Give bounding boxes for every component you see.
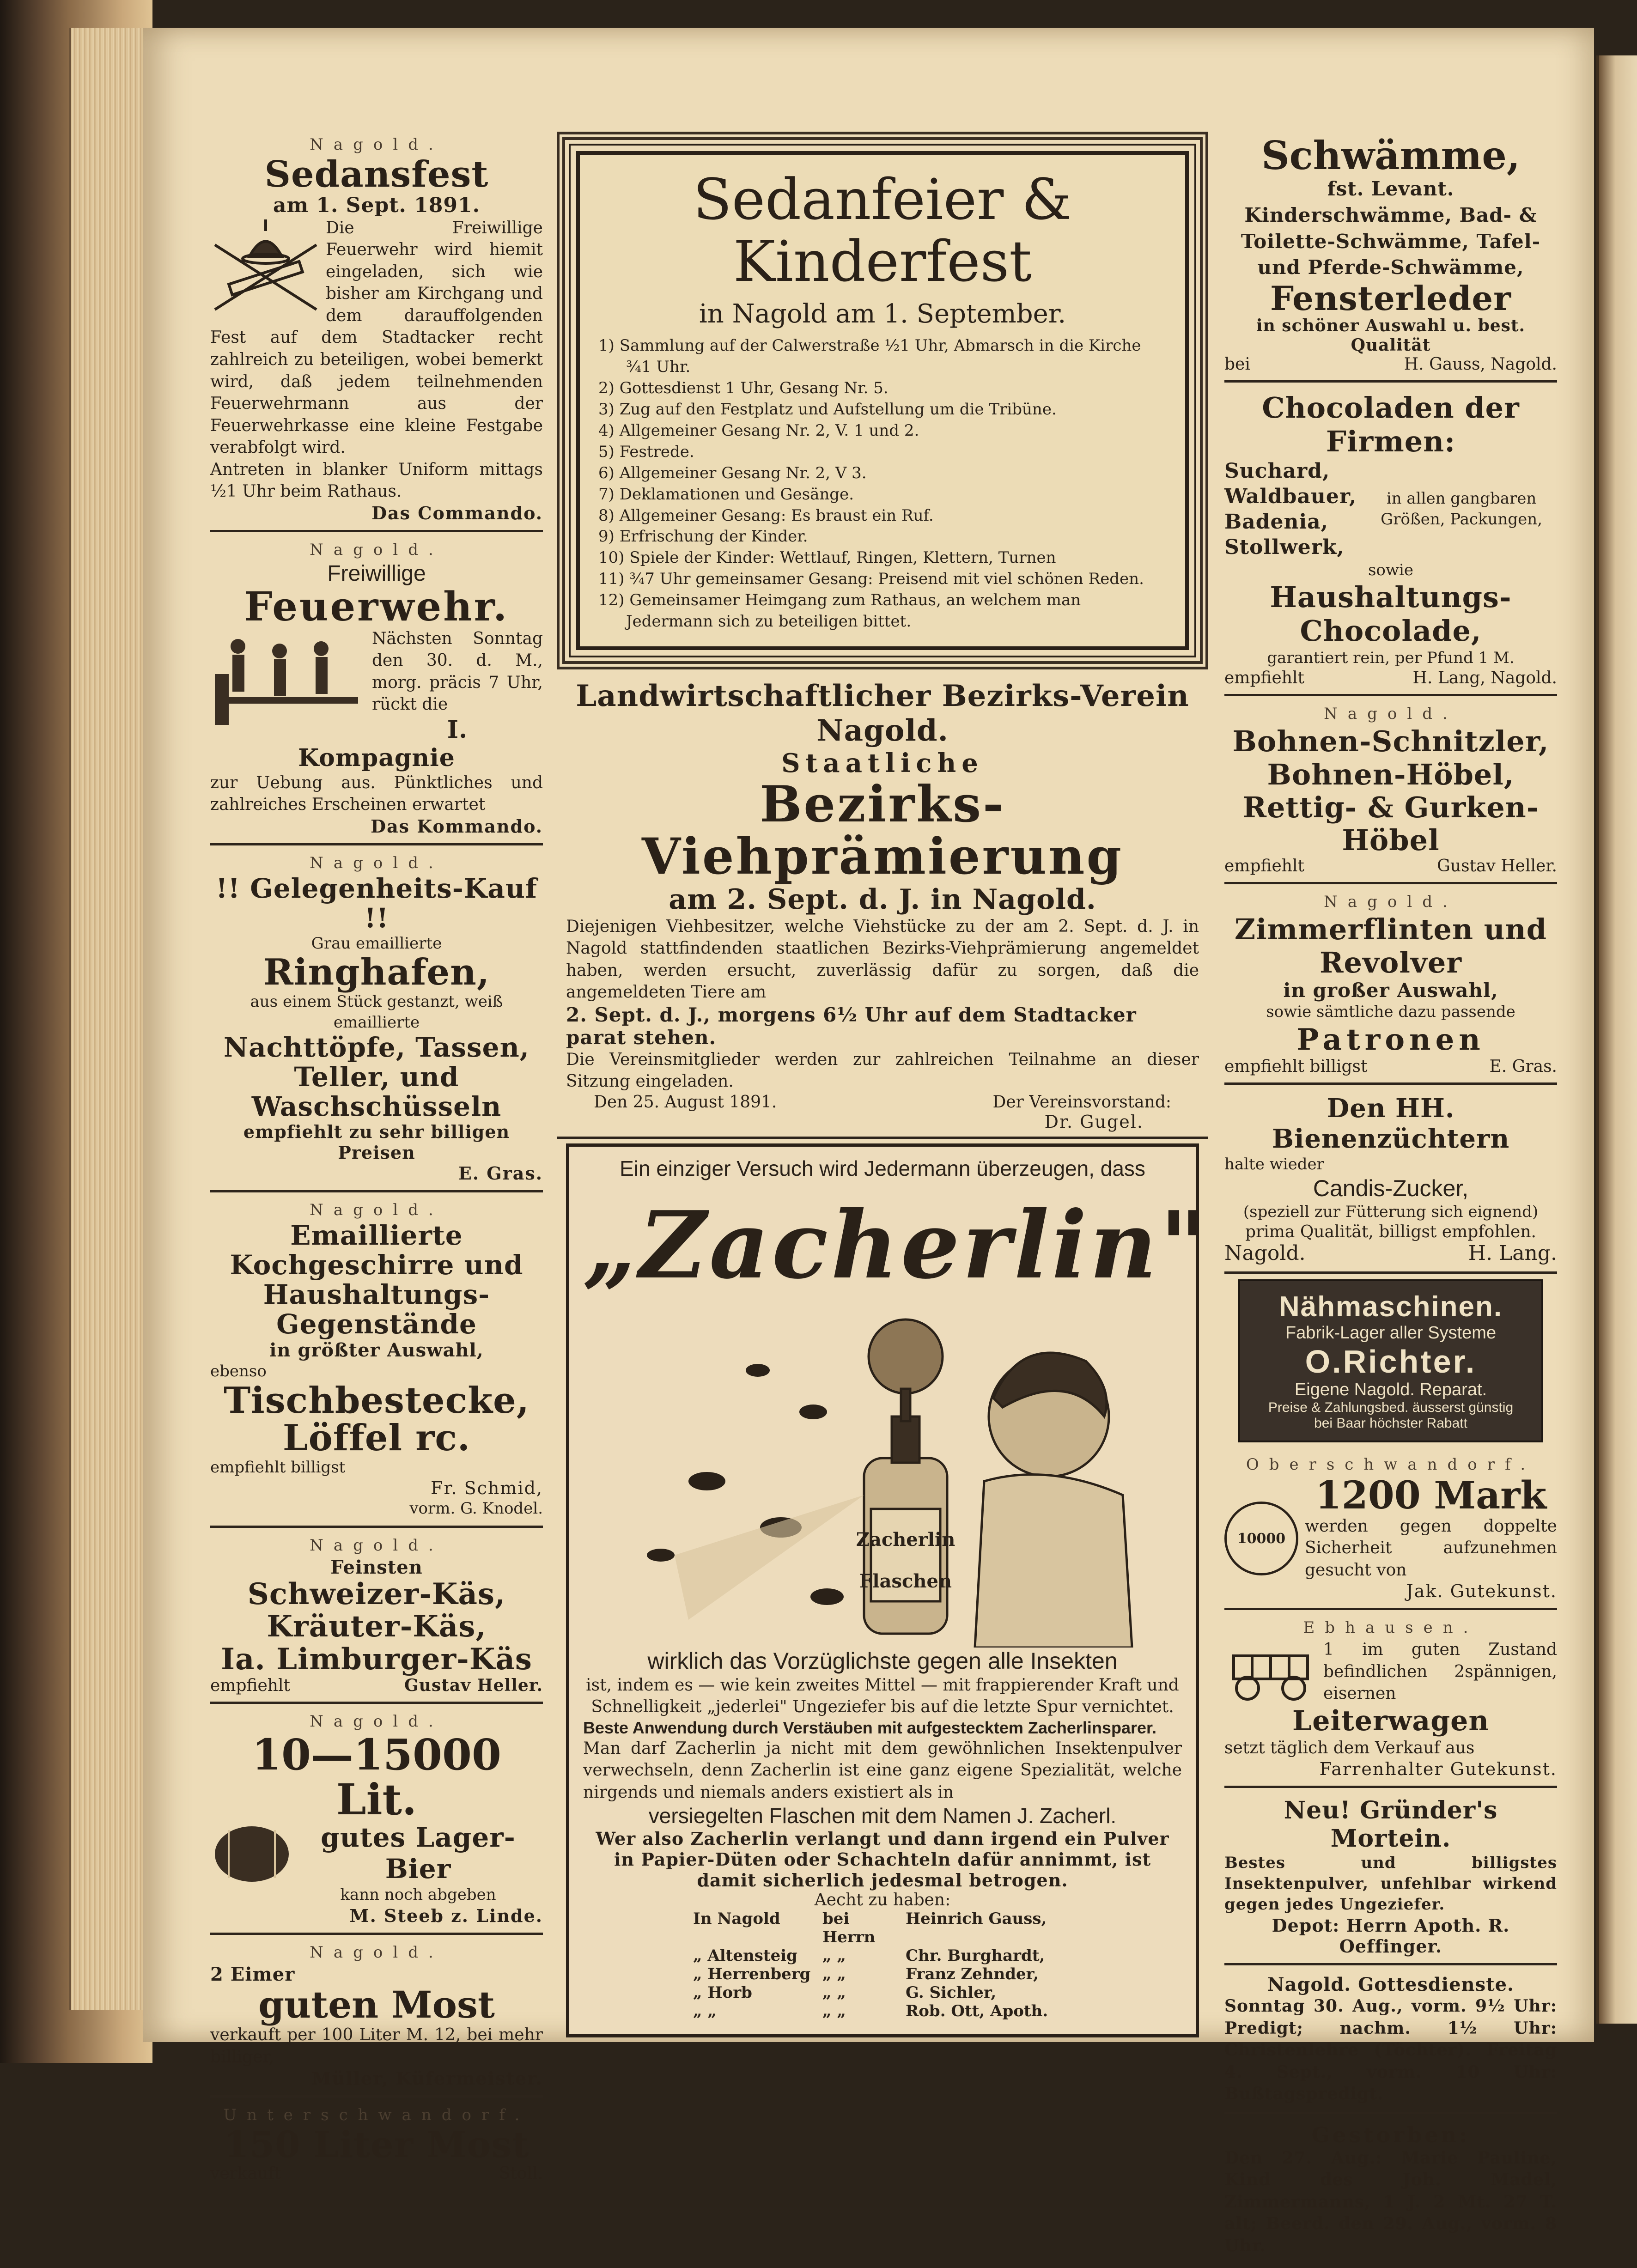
program-item: 5) Festrede. [598,442,694,461]
program-item: 6) Allgemeiner Gesang Nr. 2, V 3. [598,463,867,482]
ad-item: Ia. Limburger-Käs [221,1642,532,1677]
ad-signature: H. Lang, Nagold. [1412,669,1557,688]
dealer-town: In Nagold [693,1909,780,1928]
ad-mortein [1224,1793,1557,1965]
ad-line: in großer Auswahl, [1283,979,1498,1002]
ad-signature-2: vorm. G. Knodel. [409,1499,543,1518]
ad-emaillierte [210,1197,543,1528]
ad-place: Ebhausen. [1303,1618,1479,1637]
ad-line: Aecht zu haben: [814,1891,951,1910]
ad-title: Nähmaschinen. [1278,1290,1503,1323]
coin-icon: 10000 [1224,1502,1298,1575]
ad-line: Feinsten [330,1557,423,1579]
ad-title: Sedanfeier & Kinderfest [693,167,1072,295]
ad-title: Neu! Gründer's Mortein. [1284,1796,1498,1853]
dealer-town: „ Horb [693,1983,752,2002]
ad-signature-prefix: bei [1224,354,1250,374]
ad-subtitle: in Nagold am 1. September. [699,299,1066,329]
facing-page-edge [1596,55,1637,2024]
ad-naehmaschinen [1238,1279,1543,1442]
ad-title: 1200 Mark [1315,1473,1547,1518]
ad-signature-label: Der Vereinsvorstand: [992,1092,1171,1112]
ad-item: Schweizer-Käs, [247,1577,506,1612]
firm-name: Stollwerk, [1224,535,1345,559]
ad-body: 1 im guten Zustand befindlichen 2spännigen, eisernen [1323,1640,1557,1703]
ad-title: Schwämme, [1261,133,1521,178]
ad-title: Landwirtschaftlicher Bezirks-Verein Nagold. [576,678,1189,748]
ad-line: Staatliche [781,748,984,778]
ad-date: Den 25. August 1891. [594,1092,777,1112]
ad-line: Freiwillige [327,561,426,586]
ad-title: 10—15000 Lit. [251,1730,502,1824]
ad-place: Nagold. [310,1943,444,1962]
ad-schwaemme [1224,132,1557,383]
firms-note: in allen gangbaren Größen, Packungen, [1381,489,1543,529]
ad-title: Zimmerflinten und Revolver [1234,912,1547,979]
ad-line: halte wieder [1224,1155,1324,1174]
dealer-name: Rob. Ott, Apoth. [906,2002,1048,2021]
ad-name: O.Richter. [1305,1343,1477,1380]
ad-sedanfeier [557,132,1208,669]
ad-body: Nächsten Sonntag den 30. d. M., morg. präcis 7 Uhr, rückt die [372,629,543,714]
ad-headline: Bezirks-Viehprämierung [641,775,1124,886]
ad-bienen [1224,1089,1557,1274]
ad-line: (speziell zur Fütterung sich eignend) [1243,1202,1539,1221]
dealer-name: Franz Zehnder, [906,1965,1039,1984]
firemen-illustration-icon [210,628,367,730]
ad-body-2: setzt täglich dem Verkauf aus [1224,1738,1475,1757]
ad-line: am 2. Sept. d. J. in Nagold. [669,883,1096,916]
program-item: 4) Allgemeiner Gesang Nr. 2, V. 1 und 2. [598,421,919,440]
ad-bohnen [1224,701,1557,884]
ad-signature: Müller, Küfermeister. [311,2068,543,2089]
ad-place: Nagold. [1324,893,1458,912]
dealer-row [583,2002,1182,2020]
dealer-row [583,1965,1182,1983]
barrel-icon [210,1822,293,1886]
dealer-title: „ „ [822,1946,846,1965]
ad-line: kann noch abgeben [340,1885,496,1904]
right-column [1224,132,1557,2268]
ad-most [210,1940,543,2098]
ad-item: Candis-Zucker, [1313,1175,1469,1201]
ad-title: !! Gelegenheits-Kauf !! [216,872,537,934]
ad-item: Bohnen-Höbel, [1267,757,1515,791]
ad-signature: H. Gauss, Nagold. [1404,354,1557,374]
fire-brigade-emblem-icon [210,217,321,323]
ad-item: Leiterwagen [1292,1704,1489,1737]
ad-gottesdienste [1224,1970,1557,2114]
ad-line: Eigene Nagold. Reparat. [1294,1380,1487,1399]
ad-item: Rettig- & Gurken-Höbel [1242,790,1539,857]
ad-signature: Fr. Schmid, [431,1478,543,1499]
ad-title: Chocoladen der Firmen: [1262,390,1520,458]
ad-items: Nachttöpfe, Tassen, Teller, und Waschschüsseln [224,1032,529,1122]
ad-signature: Stoll. [499,2164,543,2183]
ad-item: Fensterleder [1270,278,1512,318]
ad-gestorben [1224,2119,1557,2264]
dealer-row [583,1983,1182,2002]
ad-title: guten Most [258,1983,495,2027]
ad-most-2 [210,2102,543,2189]
ad-place: Nagold. [1324,705,1458,724]
firm-name: Badenia, [1224,510,1328,534]
left-column [210,132,543,2194]
dealer-title: „ „ [822,1983,846,2002]
ad-signature: M. Steeb z. Linde. [349,1905,543,1927]
ad-gelegenheitskauf [210,850,543,1193]
ad-body: Die Freiwillige Feuerwehr wird hiemit eingeladen, sich wie bisher am Kirchgang und dem darauffolgenden Fest auf dem Stadtacker recht zahlreich zu beteiligen, wobei bemerkt wird, daß jedem teilnehmenden Feuerwehrmann aus der Feuerwehrkasse eine kleine Festgabe verabfolgt wird. [210,218,543,457]
ad-signature-prefix: empfiehlt [1224,857,1304,876]
program-item: 1) Sammlung auf der Calwerstraße ½1 Uhr, Abmarsch in die Kirche ¾1 Uhr. [598,336,1141,377]
ad-line: Fabrik-Lager aller Systeme [1285,1323,1497,1343]
ad-line: prima Qualität, billigst empfohlen. [1245,1222,1536,1241]
ad-line: in schöner Auswahl u. best. Qualität [1256,316,1526,355]
ad-line: Wer also Zacherlin verlangt und dann irgend ein Pulver in Papier-Düten oder Schachteln dafür annimmt, ist damit sicherlich jedesmal betrogen. [596,1828,1169,1891]
dealer-name: Heinrich Gauss, [906,1909,1047,1928]
ad-title: 150 Liter Most [224,2124,529,2166]
ad-body: Den 27. Aug.: Marie Pauline, Kind des Joh. Madel, Zimmermanns, 1 J. 2 Mt. 27 T. alt; Beerd. den 29. Aug., vorm. 8 Uhr. [1224,2148,1557,2256]
ad-1200-mark [1224,1452,1557,1611]
ad-body-bold: 2. Sept. d. J., morgens 6½ Uhr auf dem Stadtacker parat stehen. [566,1003,1137,1049]
bottle-label-2: Flaschen [859,1570,952,1592]
ad-flinten [1224,889,1557,1084]
ad-signature-prefix: empfiehlt billigst [1224,1057,1368,1076]
ad-signature: Depot: Herrn Apoth. R. Oeffinger. [1272,1915,1510,1957]
ad-bier [210,1709,543,1935]
ad-line: garantiert rein, per Pfund 1 M. [1267,649,1515,668]
ad-line: fst. Levant. Kinderschwämme, Bad- & Toilette-Schwämme, Tafel- und Pferde-Schwämme, [1241,177,1541,279]
ad-item: Haushaltungs-Chocolade, [1270,580,1512,648]
firm-name: Suchard, [1224,459,1330,483]
ad-place: Nagold. [310,1712,444,1731]
ad-signature: Gustav Heller. [404,1676,543,1696]
program-item: 7) Deklamationen und Gesänge. [598,485,854,504]
ad-signature: Jak. Gutekunst. [1406,1581,1557,1602]
ad-line: Beste Anwendung durch Verstäuben mit aufgestecktem Zacherlinsparer. [583,1718,1157,1737]
ad-signature-prefix: empfiehlt [1224,669,1304,688]
program-item: 2) Gottesdienst 1 Uhr, Gesang Nr. 5. [598,379,888,398]
dealer-title: bei Herrn [822,1909,876,1947]
ad-line: Grau emaillierte [311,934,442,953]
ad-zacherlin [566,1143,1211,2038]
ad-body: werden gegen doppelte Sicherheit aufzunehmen gesucht von [1305,1516,1557,1580]
ad-signature: Das Commando. [371,502,543,523]
ad-body: verkauft per 100 Liter M. 12, bei mehr billiger, [210,2025,543,2067]
ad-line: verkauft [210,2164,281,2183]
dealer-town: „ Herrenberg [693,1965,811,1984]
ad-signature: Farrenhalter Gutekunst. [1319,1759,1557,1780]
ad-item: Patronen [1296,1022,1485,1057]
ad-signature: E. Gras. [1489,1057,1557,1076]
ad-body: Diejenigen Viehbesitzer, welche Viehstücke zu der am 2. Sept. d. J. in Nagold stattfindenden staatlichen Bezirks-Viehprämierung angemeldet haben, werden ersucht, zuverlässig dafür zu sorgen, daß die angemeldeten Tiere am [566,917,1199,1002]
ad-place: Nagold. [310,540,444,559]
program-item: 8) Allgemeiner Gesang: Es braust ein Ruf. [598,506,934,525]
ad-place: Nagold. [310,853,444,872]
dealer-town: „ „ [693,2002,717,2021]
ad-body-2: Die Vereinsmitglieder werden zur zahlreichen Teilnahme an dieser Sitzung eingeladen. [566,1050,1199,1091]
ad-line: versiegelten Flaschen mit dem Namen J. Zacherl. [648,1804,1117,1828]
ad-title: Emaillierte Kochgeschirre und Haushaltungs-Gegenstände [230,1220,523,1340]
program-item: 9) Erfrischung der Kinder. [598,527,808,546]
ad-item: Tischbestecke, Löffel rc. [224,1379,529,1459]
ad-line: sowie [1368,560,1413,579]
ad-title: „Zacherlin" [583,1191,1211,1300]
ad-body-2: Antreten in blanker Uniform mittags ½1 Uhr beim Rathaus. [210,460,543,501]
ad-line: ebenso [210,1362,267,1380]
ad-header: Ein einziger Versuch wird Jedermann überzeugen, dass [620,1156,1145,1180]
ad-line: empfiehlt zu sehr billigen Preisen [243,1121,510,1163]
middle-column [557,132,1211,2037]
ad-line: Man darf Zacherlin ja nicht mit dem gewöhnlichen Insektenpulver verwechseln, denn Zacherlin ist eine ganz eigene Spezialität, welche nirgends und niemals anders existiert als in [583,1739,1182,1802]
zacherlin-illustration-icon [605,1296,1160,1648]
dealer-name: G. Sichler, [906,1983,997,2002]
ad-place: Unterschwandorf. [223,2106,530,2125]
ad-date: am 1. Sept. 1891. [273,193,480,217]
ad-signature: Dr. Gugel. [1044,1111,1144,1132]
dealer-title: „ „ [822,2002,846,2021]
ad-item: Kräuter-Käs, [267,1609,487,1644]
ad-line: in größter Auswahl, [269,1339,484,1361]
ad-sedansfest [210,132,543,532]
ad-title: Feuerwehr. [244,583,509,630]
program-item: 11) ¾7 Uhr gemeinsamer Gesang: Preisend mit viel schönen Reden. [598,570,1144,589]
ad-title: Gestorben: [1311,2122,1470,2147]
ad-line: empfiehlt [210,1676,290,1696]
ad-place: Nagold. [310,135,444,154]
ad-line: aus einem Stück gestanzt, weiß emaillierte [250,992,503,1032]
ad-feuerwehr [210,537,543,845]
ad-body-2: zur Uebung aus. Pünktliches und zahlreiches Erscheinen erwartet [210,773,543,815]
ad-body: Sonntag 30. Aug., vorm. 9½ Uhr: Predigt; nachm. 1½ Uhr: Christenlehre (Töchter). Freitag 4. Sept., vorm. 10 Uhr: Bußtagspredigt. [1224,1996,1557,2104]
ad-body: Bestes und billigstes Insektenpulver, unfehlbar wirkend gegen jedes Ungeziefer. [1224,1854,1557,1914]
ad-line: ist, indem es — wie kein zweites Mittel — mit frappierender Kraft und Schnelligkeit „jederlei" Ungeziefer bis auf die letzte Spur vernichtet. [586,1675,1179,1717]
dealer-row [583,1909,1182,1946]
dealer-row [583,1946,1182,1965]
ad-title: Den HH. Bienenzüchtern [1272,1093,1510,1154]
ad-title: Sedansfest [264,153,489,195]
ad-viehpraemierung [557,669,1208,1139]
ad-item: gutes Lager-Bier [321,1822,516,1885]
dealer-town: „ Altensteig [693,1946,797,1965]
wagon-icon [1224,1642,1317,1702]
ad-line: empfiehlt billigst [210,1458,346,1477]
ad-item: Ringhafen, [263,951,490,994]
ad-kaes [210,1532,543,1704]
program-item: 12) Gemeinsamer Heimgang zum Rathaus, an welchem man Jedermann sich zu beteiligen bittet. [598,591,1081,631]
ad-signature: E. Gras. [458,1163,543,1184]
ad-signature: H. Lang. [1468,1241,1557,1265]
ad-place: Oberschwandorf. [1246,1455,1536,1474]
ad-line: Preise & Zahlungsbed. äusserst günstig [1268,1399,1514,1415]
ad-signature-prefix: Nagold. [1224,1241,1306,1265]
ad-leiterwagen [1224,1615,1557,1788]
ad-line: wirklich das Vorzüglichste gegen alle Insekten [647,1648,1118,1674]
ad-line: bei Baar höchster Rabatt [1314,1415,1467,1431]
ad-signature: Gustav Heller. [1437,857,1557,876]
ad-chocolade [1224,387,1557,697]
program-item: 3) Zug auf den Festplatz und Aufstellung um die Tribüne. [598,400,1057,419]
dealer-title: „ „ [822,1965,846,1984]
firm-name: Waldbauer, [1224,484,1357,508]
ad-title: Nagold. Gottesdienste. [1267,1974,1514,1996]
ad-signature: Das Kommando. [371,815,543,837]
program-item: 10) Spiele der Kinder: Wettlauf, Ringen, Klettern, Turnen [598,548,1056,567]
ad-place: Nagold. [310,1536,444,1555]
dealer-name: Chr. Burghardt, [906,1946,1045,1965]
ad-item: Bohnen-Schnitzler, [1232,724,1549,759]
ad-unit: I. Kompagnie [298,715,468,772]
ad-line: 2 Eimer [210,1964,295,1986]
ad-line: sowie sämtliche dazu passende [1266,1003,1515,1022]
bottle-label: Zacherlin [856,1528,955,1551]
ad-place: Nagold. [310,1201,444,1220]
